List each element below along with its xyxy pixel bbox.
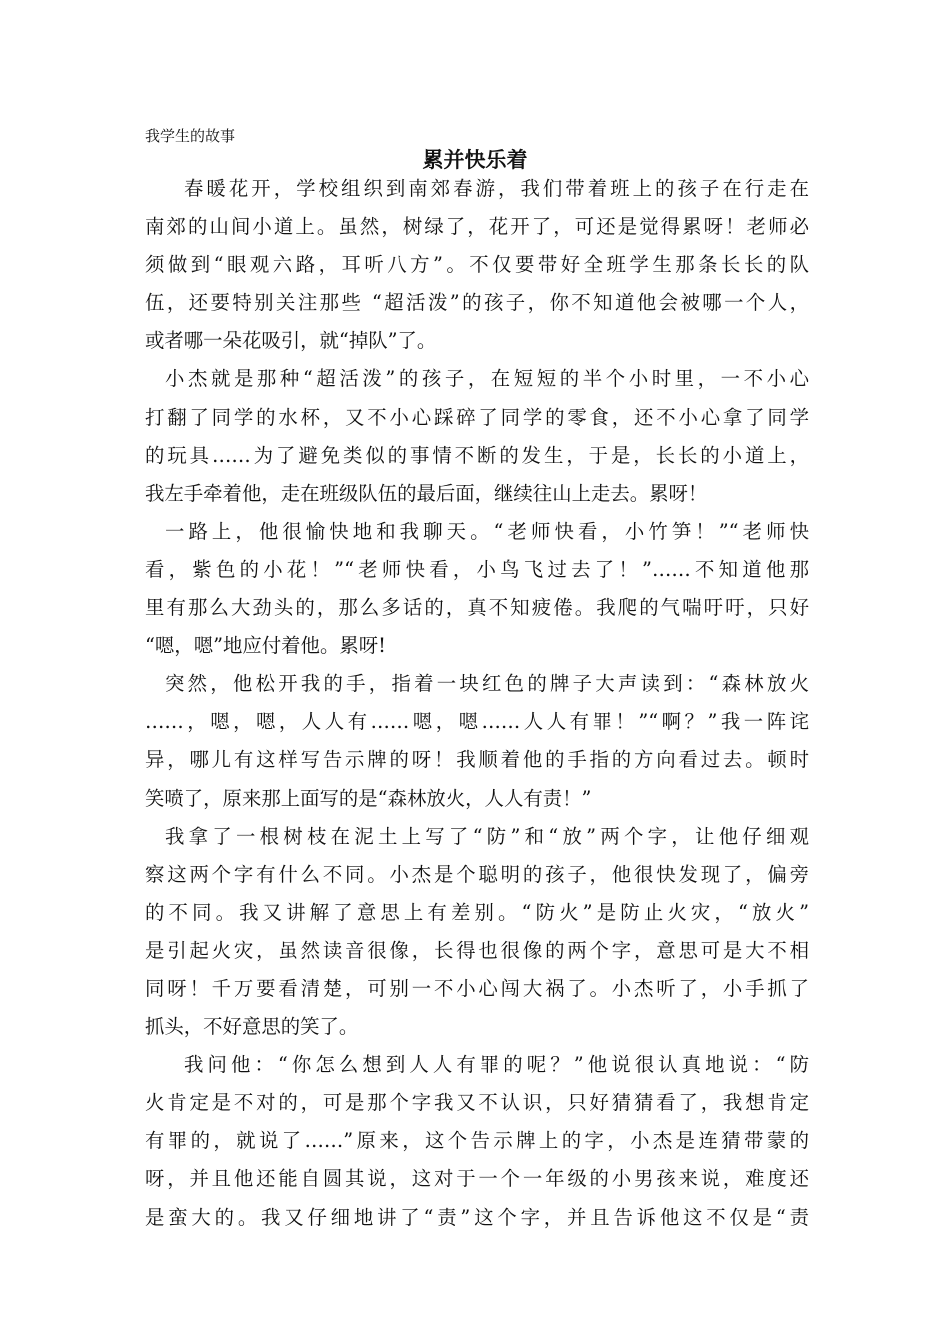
article-body: [145, 170, 809, 1237]
paragraph-line: 我问他：“你怎么想到人人有罪的呢？”他说很认真地说：“防: [184, 1053, 809, 1077]
paragraph-line: 打翻了同学的水杯，又不小心踩碎了同学的零食，还不小心拿了同学: [145, 405, 809, 429]
paragraph-line: 南郊的山间小道上。虽然，树绿了，花开了，可还是觉得累呀！老师必: [145, 215, 809, 239]
paragraph-line: 看，紫色的小花！”“老师快看，小鸟飞过去了！”……不知道他那: [145, 557, 809, 581]
paragraph-line: 同呀！千万要看清楚，可别一不小心闯大祸了。小杰听了，小手抓了: [145, 976, 809, 1000]
paragraph-line: 须做到“眼观六路，耳听八方”。不仅要带好全班学生那条长长的队: [145, 253, 809, 277]
paragraph-line: 察这两个字有什么不同。小杰是个聪明的孩子，他很快发现了，偏旁: [145, 862, 809, 886]
paragraph-line: 抓头，不好意思的笑了。: [145, 1015, 359, 1039]
paragraph-line: “嗯，嗯”地应付着他。累呀!: [145, 634, 386, 658]
paragraph-line: 我左手牵着他，走在班级队伍的最后面，继续往山上走去。累呀！: [145, 481, 708, 505]
paragraph-line: 是引起火灾，虽然读音很像，长得也很像的两个字，意思可是大不相: [145, 938, 809, 962]
paragraph-line: 呀，并且他还能自圆其说，这对于一个一年级的小男孩来说，难度还: [145, 1167, 809, 1191]
paragraph-line: 春暖花开，学校组织到南郊春游，我们带着班上的孩子在行走在: [184, 177, 809, 200]
paragraph-line: 异，哪儿有这样写告示牌的呀！我顺着他的手指的方向看过去。顿时: [145, 748, 809, 772]
paragraph-line: 里有那么大劲头的，那么多话的，真不知疲倦。我爬的气喘吁吁，只好: [145, 596, 809, 620]
paragraph-line: 火肯定是不对的，可是那个字我又不认识，只好猜猜看了，我想肯定: [145, 1091, 809, 1115]
article-title: 累并快乐着: [422, 148, 528, 172]
paragraph-line: 一路上，他很愉快地和我聊天。“老师快看，小竹笋！”“老师快: [165, 519, 809, 543]
document-header: 我学生的故事: [145, 127, 236, 145]
paragraph-line: 是蛮大的。我又仔细地讲了“责”这个字，并且告诉他这不仅是“责: [145, 1205, 809, 1229]
paragraph-line: 我拿了一根树枝在泥土上写了“防”和“放”两个字，让他仔细观: [165, 824, 809, 848]
paragraph-line: 突然，他松开我的手，指着一块红色的牌子大声读到：“森林放火: [165, 672, 809, 696]
paragraph-line: ……，嗯，嗯，人人有……嗯，嗯……人人有罪！”“啊？”我一阵诧: [145, 710, 809, 734]
paragraph-line: 或者哪一朵花吸引，就“掉队”了。: [145, 329, 437, 353]
paragraph-line: 的不同。我又讲解了意思上有差别。“防火”是防止火灾，“放火”: [145, 900, 809, 924]
paragraph-line: 有罪的，就说了……”原来，这个告示牌上的字，小杰是连猜带蒙的: [145, 1129, 809, 1153]
paragraph-line: 笑喷了，原来那上面写的是“森林放火，人人有责！”: [145, 786, 592, 810]
paragraph-line: 的玩具……为了避免类似的事情不断的发生，于是，长长的小道上，: [145, 443, 809, 467]
paragraph-line: 小杰就是那种“超活泼”的孩子，在短短的半个小时里，一不小心: [165, 367, 809, 391]
paragraph-line: 伍，还要特别关注那些 “超活泼”的孩子，你不知道他会被哪一个人，: [145, 291, 809, 315]
